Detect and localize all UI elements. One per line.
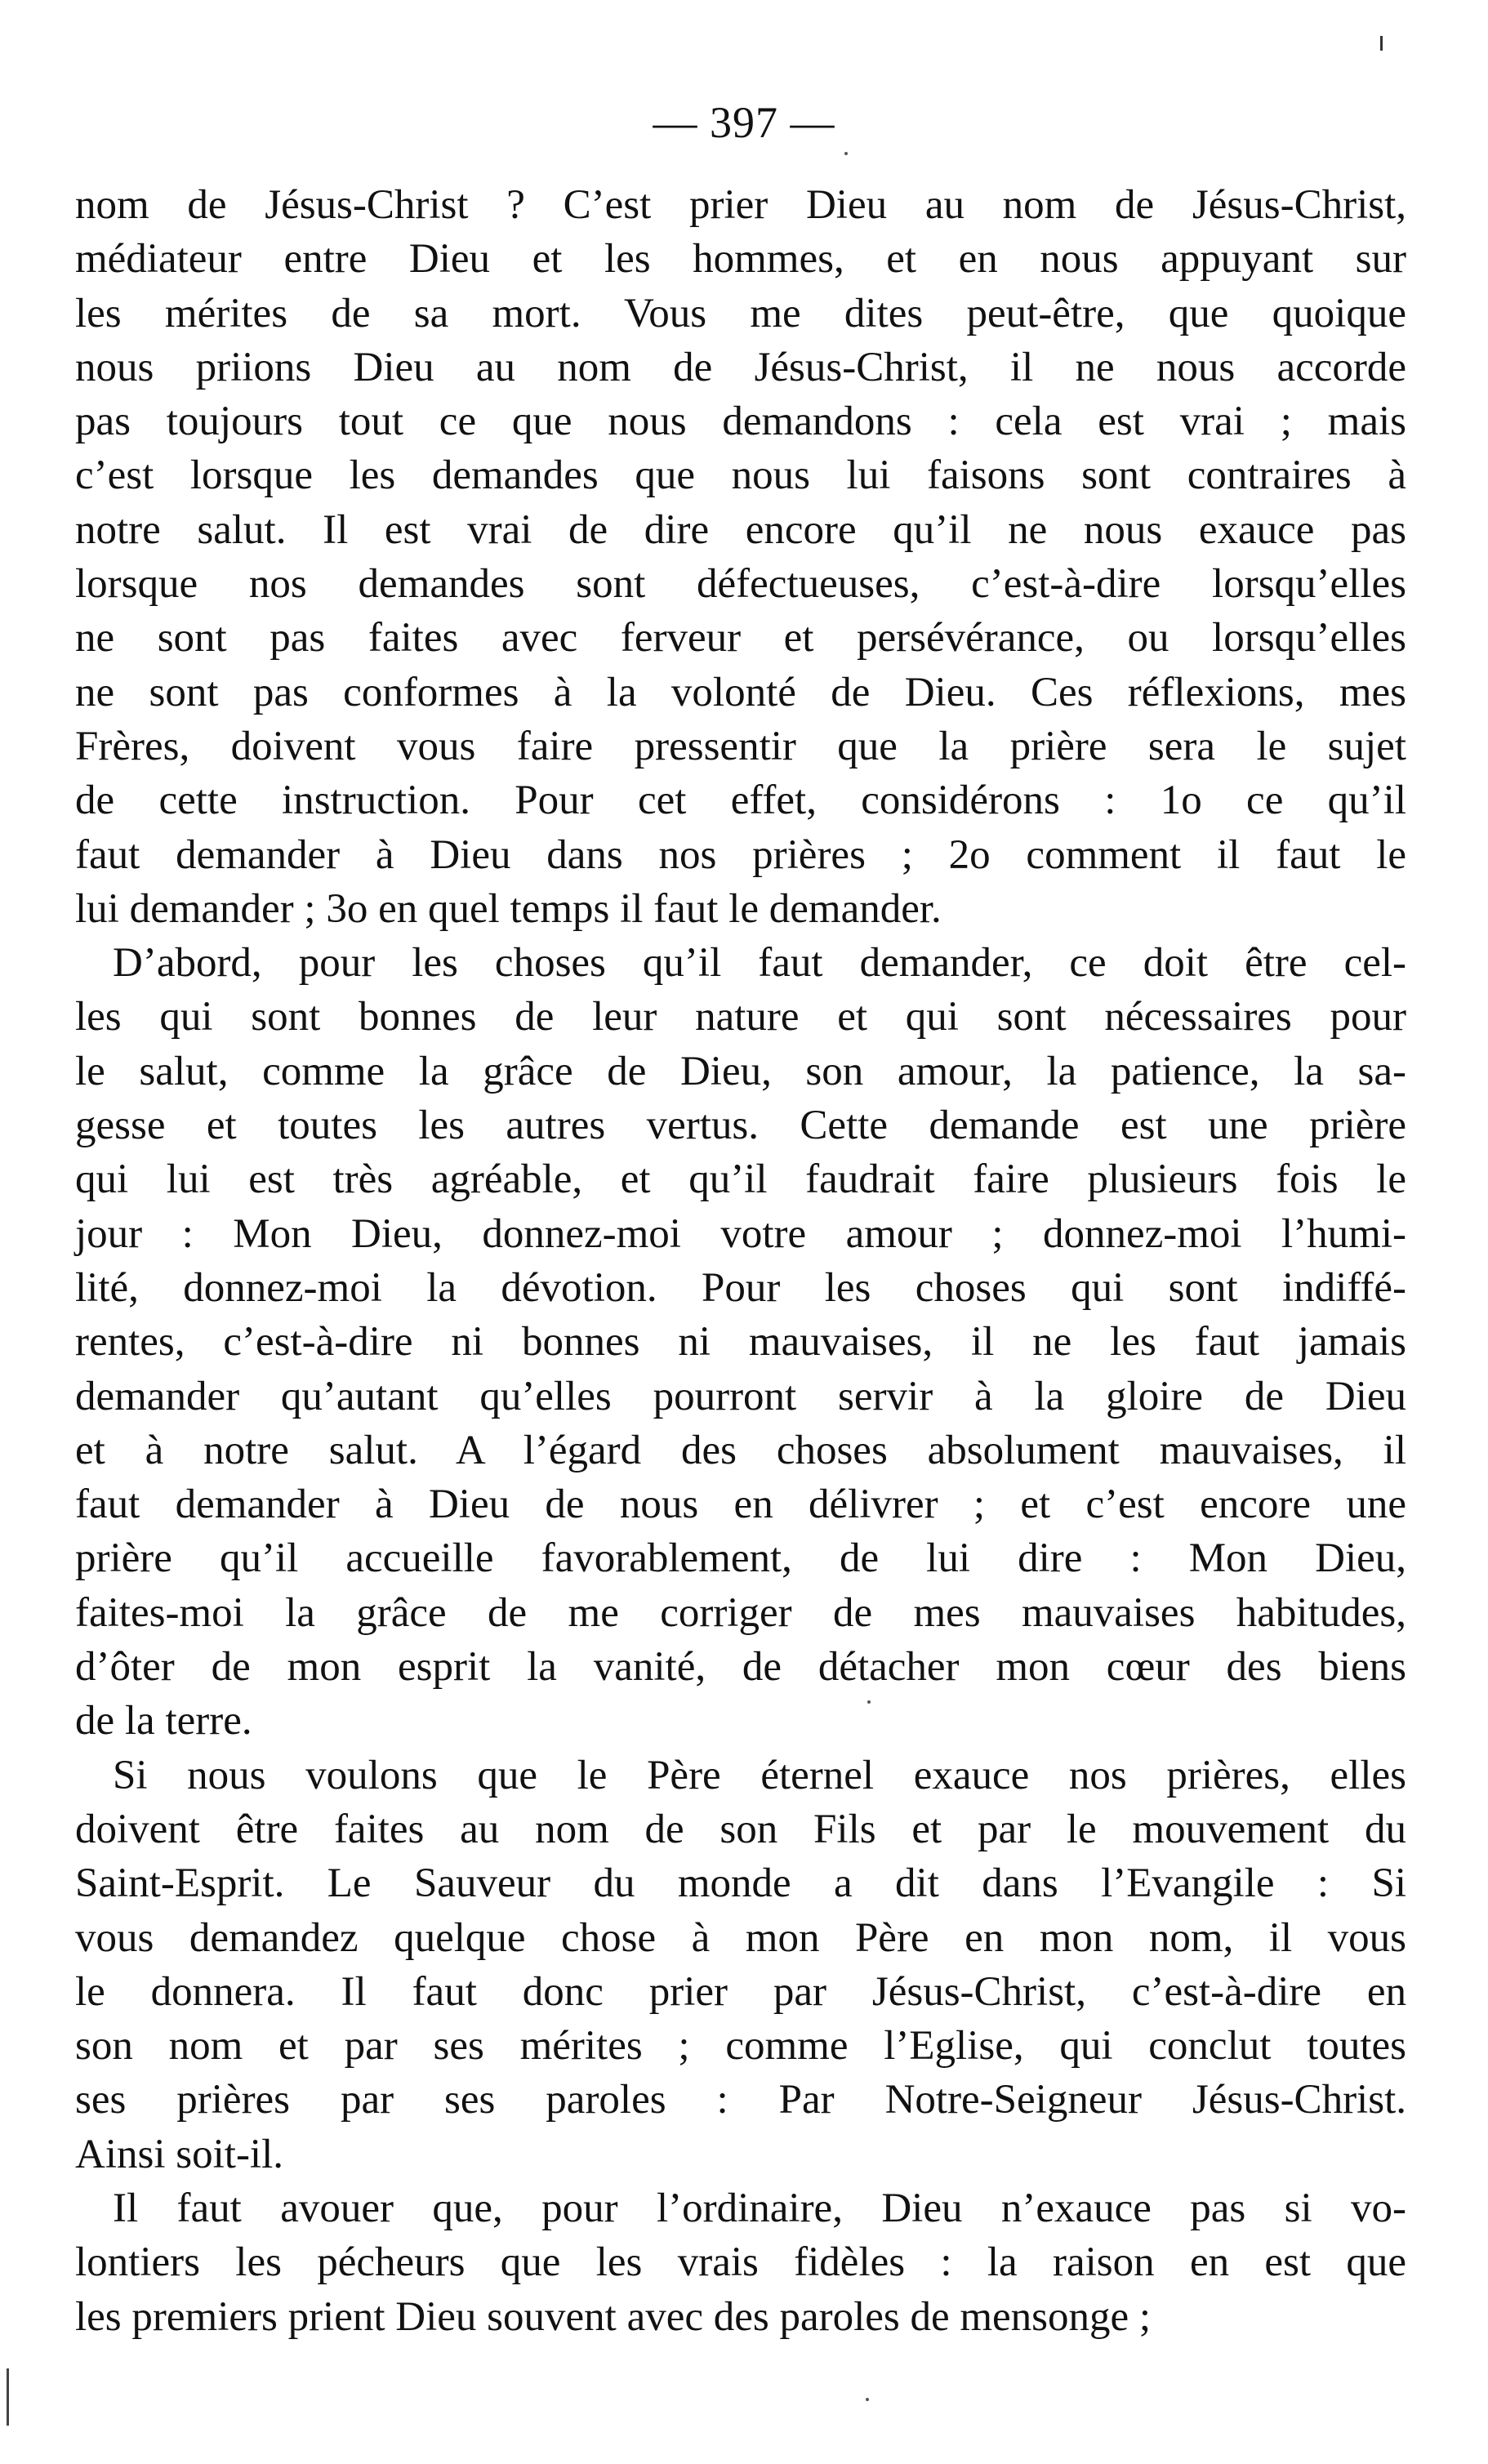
text-line: lui demander ; 3o en quel temps il faut le demander.: [75, 885, 942, 932]
text-line: d’ôter de mon esprit la vanité, de détacher mon cœur des biens: [75, 1644, 1406, 1691]
text-line: de cette instruction. Pour cet effet, considérons : 1o ce qu’il: [75, 778, 1406, 824]
text-line: lorsque nos demandes sont défectueuses, c’est-à-dire lorsqu’elles: [75, 561, 1406, 608]
text-line: vous demandez quelque chose à mon Père en mon nom, il vous: [75, 1914, 1406, 1961]
text-line: ne sont pas faites avec ferveur et persévérance, ou lorsqu’elles: [75, 615, 1406, 662]
ink-speck: [866, 2398, 869, 2401]
text-line: qui lui est très agréable, et qu’il faudrait faire plusieurs fois le: [75, 1156, 1406, 1203]
body-text: [75, 178, 1406, 2344]
text-line: c’est lorsque les demandes que nous lui faisons sont contraires à: [75, 452, 1406, 499]
text-line: Si nous voulons que le Père éternel exauce nos prières, elles: [113, 1752, 1406, 1798]
text-line: ses prières par ses paroles : Par Notre-Seigneur Jésus-Christ.: [75, 2077, 1406, 2123]
text-line: et à notre salut. A l’égard des choses absolument mauvaises, il: [75, 1427, 1406, 1473]
text-line: son nom et par ses mérites ; comme l’Eglise, qui conclut toutes: [75, 2023, 1406, 2070]
text-line: faites-moi la grâce de me corriger de mes mauvaises habitudes,: [75, 1589, 1406, 1636]
text-line: Frères, doivent vous faire pressentir que la prière sera le sujet: [75, 723, 1406, 769]
ink-speck: [844, 152, 848, 155]
paragraph: [75, 936, 1406, 1748]
text-line: rentes, c’est-à-dire ni bonnes ni mauvaises, il ne les faut jamais: [75, 1319, 1406, 1366]
text-line: lontiers les pécheurs que les vrais fidèles : la raison en est que: [75, 2239, 1406, 2286]
text-line: le donnera. Il faut donc prier par Jésus-Christ, c’est-à-dire en: [75, 1968, 1406, 2015]
text-line: faut demander à Dieu dans nos prières ; 2o comment il faut le: [75, 831, 1406, 878]
text-line: D’abord, pour les choses qu’il faut demander, ce doit être cel-: [113, 940, 1406, 987]
text-line: de la terre.: [75, 1698, 252, 1744]
text-line: notre salut. Il est vrai de dire encore qu’il ne nous exauce pas: [75, 506, 1406, 553]
text-line: les premiers prient Dieu souvent avec des paroles de mensonge ;: [75, 2293, 1152, 2340]
text-line: Saint-Esprit. Le Sauveur du monde a dit dans l’Evangile : Si: [75, 1860, 1406, 1907]
text-line: ne sont pas conformes à la volonté de Dieu. Ces réflexions, mes: [75, 669, 1406, 715]
text-line: les mérites de sa mort. Vous me dites peut-être, que quoique: [75, 290, 1406, 336]
text-line: faut demander à Dieu de nous en délivrer ; et c’est encore une: [75, 1482, 1406, 1528]
text-line: Ainsi soit-il.: [75, 2131, 284, 2177]
text-line: gesse et toutes les autres vertus. Cette demande est une prière: [75, 1103, 1406, 1149]
text-line: demander qu’autant qu’elles pourront servir à la gloire de Dieu: [75, 1373, 1406, 1419]
text-line: pas toujours tout ce que nous demandons : cela est vrai ; mais: [75, 399, 1406, 445]
text-line: Il faut avouer que, pour l’ordinaire, Dieu n’exauce pas si vo-: [113, 2185, 1406, 2231]
text-line: doivent être faites au nom de son Fils et par le mouvement du: [75, 1806, 1406, 1852]
page-number: — 397 —: [653, 98, 835, 147]
paragraph: [75, 178, 1406, 936]
text-line: prière qu’il accueille favorablement, de lui dire : Mon Dieu,: [75, 1535, 1406, 1582]
margin-mark: [1380, 36, 1383, 51]
text-line: nom de Jésus-Christ ? C’est prier Dieu au nom de Jésus-Christ,: [75, 182, 1406, 228]
paragraph: [75, 1749, 1406, 2181]
text-line: médiateur entre Dieu et les hommes, et en nous appuyant sur: [75, 236, 1406, 283]
paragraph: [75, 2181, 1406, 2344]
text-line: nous priions Dieu au nom de Jésus-Christ, il ne nous accorde: [75, 344, 1406, 390]
text-line: le salut, comme la grâce de Dieu, son amour, la patience, la sa-: [75, 1048, 1406, 1094]
text-line: jour : Mon Dieu, donnez-moi votre amour ; donnez-moi l’humi-: [75, 1210, 1406, 1257]
text-line: les qui sont bonnes de leur nature et qui sont nécessaires pour: [75, 994, 1406, 1040]
margin-mark: [7, 2368, 9, 2426]
text-line: lité, donnez-moi la dévotion. Pour les choses qui sont indiffé-: [75, 1264, 1406, 1311]
